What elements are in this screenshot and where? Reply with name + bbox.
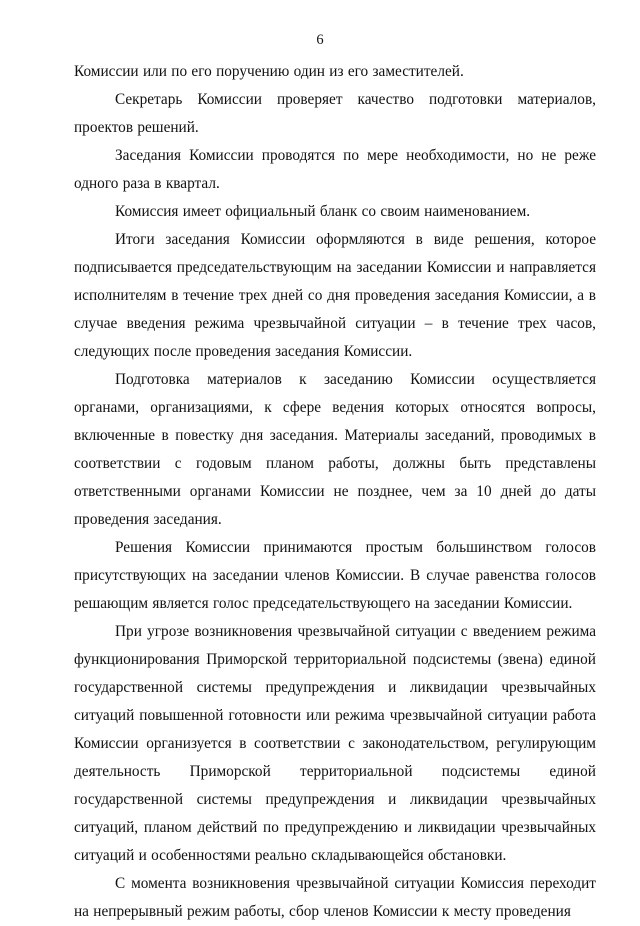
paragraph-emergency-threat: При угрозе возникновения чрезвычайной ситуации с введением режима функционирования Приморской территориальной подсистемы (звена) единой государственной системы предупреждения и ликвидации чрезвычайных ситуаций повышенной готовности или режима чрезвычайной ситуации работа Комиссии организуется в соответствии с законодательством, регулирующим деятельность Приморской территориальной подсистемы единой государственной системы предупреждения и ликвидации чрезвычайных ситуаций, планом действий по предупреждению и ликвидации чрезвычайных ситуаций и особенностями реально складывающейся обстановки. — [74, 623, 596, 864]
paragraph-meeting-results: Итоги заседания Комиссии оформляются в виде решения, которое подписывается председательствующим на заседании Комиссии и направляется исполнителям в течение трех дней со дня проведения заседания Комиссии, а в случае введения режима чрезвычайной ситуации – в течение трех часов, следующих после проведения заседания Комиссии. — [74, 231, 596, 360]
paragraph-official-form: Комиссия имеет официальный бланк со своим наименованием. — [115, 203, 531, 220]
paragraph-emergency-mode: С момента возникновения чрезвычайной ситуации Комиссия переходит на непрерывный режим работы, сбор членов Комиссии к месту проведения — [74, 875, 596, 920]
paragraph-materials-preparation: Подготовка материалов к заседанию Комиссии осуществляется органами, организациями, к сфере ведения которых относятся вопросы, включенные в повестку дня заседания. Материалы заседаний, проводимых в соответствии с годовым планом работы, должны быть представлены ответственными органами Комиссии не позднее, чем за 10 дней до даты проведения заседания. — [74, 371, 596, 528]
paragraph-voting: Решения Комиссии принимаются простым большинством голосов присутствующих на заседании членов Комиссии. В случае равенства голосов решающим является голос председательствующего на заседании Комиссии. — [74, 539, 596, 612]
document-body — [74, 58, 596, 926]
paragraph-secretary: Секретарь Комиссии проверяет качество подготовки материалов, проектов решений. — [74, 91, 596, 136]
paragraph-continued: Комиссии или по его поручению один из его заместителей. — [74, 63, 464, 80]
page-number: 6 — [316, 32, 324, 48]
paragraph-meetings-frequency: Заседания Комиссии проводятся по мере необходимости, но не реже одного раза в квартал. — [74, 147, 596, 192]
